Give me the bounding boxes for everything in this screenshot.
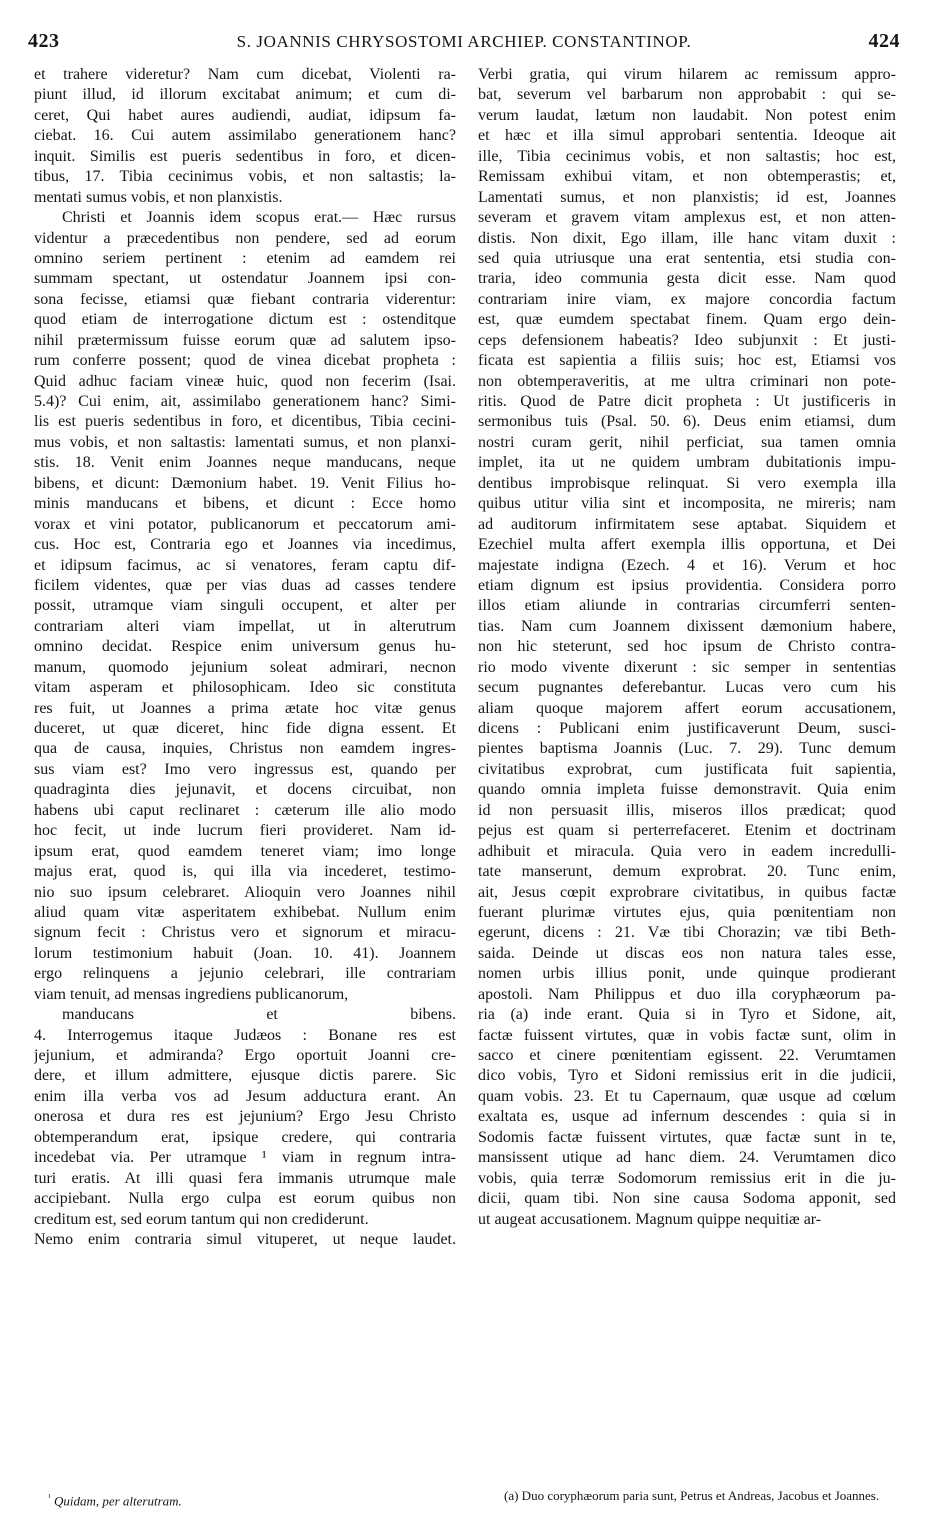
footnote-right: (a) Duo coryphæorum paria sunt, Petrus et Andreas, Jacobus et Joannes. bbox=[504, 1488, 880, 1503]
text-line: omnino seriem pertinent : etenim ad eamdem rei bbox=[34, 249, 456, 267]
text-line: bibens, et dicunt: Dæmonium habet. 19. Venit Filius ho- bbox=[34, 474, 456, 492]
text-line: bat, severum vel barbarum non approbabit : qui se- bbox=[478, 86, 896, 104]
text-line: hoc fecit, ut inde lucrum fieri provideret. Nam id- bbox=[34, 822, 456, 840]
text-line: egerunt, dicens : 21. Væ tibi Chorazin; væ tibi Beth- bbox=[478, 924, 896, 942]
text-line: mus vobis, et non saltastis: lamentati sumus, et non planxi- bbox=[34, 433, 456, 451]
text-line: adhibuit et miracula. Quia vero in eadem incredulli- bbox=[478, 842, 896, 860]
text-line: Ezechiel multa affert exempla illis opportuna, et Dei bbox=[478, 536, 896, 554]
text-line: ille, Tibia cecinimus vobis, et non saltastis; hoc est, bbox=[478, 147, 896, 165]
text-line: ritis. Quod de Patre dicit propheta : Ut justificeris in bbox=[478, 393, 896, 410]
text-line: pientes baptisma Joannis (Luc. 7. 29). Tunc demum bbox=[478, 740, 896, 758]
text-line: onerosa et dura res est jejunium? Ergo Jesu Christo bbox=[34, 1108, 456, 1126]
text-line: manum, quomodo jejunium soleat admirari, necnon bbox=[34, 658, 456, 676]
text-line: aliam quoque majorem affert eorum accusationem, bbox=[478, 699, 896, 717]
text-line: apostoli. Nam Philippus et duo illa coryphæorum pa- bbox=[478, 985, 896, 1003]
text-line: etiam dignum est ipsius providentia. Considera porro bbox=[478, 576, 896, 594]
running-header bbox=[28, 30, 900, 60]
text-line: Quid adhuc faciam vineæ huic, quod non fecerim (Isai. bbox=[34, 372, 456, 390]
text-line: ria (a) inde erant. Quia si in Tyro et Sidone, ait, bbox=[478, 1006, 896, 1024]
text-line: lorum testimonium habuit (Joan. 10. 41). Joannem bbox=[34, 944, 456, 962]
text-line: manducans et bibens. bbox=[62, 1006, 456, 1024]
text-line: sacco et cinere pœnitentiam egissent. 22. Verumtamen bbox=[478, 1047, 896, 1064]
page-number-right: 424 bbox=[868, 30, 900, 52]
footnote-marker: ¹ bbox=[48, 1492, 51, 1502]
text-line: ceret, Qui habet aures audiendi, audiat, idipsum fa- bbox=[34, 106, 456, 124]
text-line: habens ubi caput reclinaret : cæterum ille alio modo bbox=[34, 801, 456, 819]
text-line: Nemo enim contraria simul vituperet, ut neque laudet. bbox=[34, 1230, 456, 1248]
text-line: enim illa verba vos ad Jesum adductura erant. An bbox=[34, 1087, 456, 1105]
text-line: dicii, quam tibi. Non sine causa Sodoma apponit, sed bbox=[478, 1190, 896, 1208]
text-line: sermonibus tuis (Psal. 50. 6). Deus enim etiamsi, dum bbox=[478, 413, 896, 431]
text-line: secum pugnantes deferebantur. Lucas vero cum his bbox=[478, 679, 896, 697]
text-line: est, quæ eumdem spectabat finem. Quam ergo dein- bbox=[478, 311, 896, 329]
text-line: ait, Jesus cœpit exprobrare civitatibus, in quibus factæ bbox=[478, 883, 896, 901]
page-number-left: 423 bbox=[28, 30, 60, 52]
text-line: nio suo ipsum celebraret. Alioquin vero Joannes nihil bbox=[34, 883, 456, 901]
text-line: id non persuasit illis, miseros illos prædicat; quod bbox=[478, 801, 896, 819]
text-line: cus. Hoc est, Contraria ego et Joannes via incedimus, bbox=[34, 536, 456, 554]
text-line: mansissent utique ad hanc diem. 24. Verumtamen dico bbox=[478, 1149, 896, 1167]
text-line: 5.4)? Cui enim, ait, assimilabo generationem hanc? Simi- bbox=[34, 393, 456, 410]
footnote-left bbox=[48, 1492, 182, 1509]
text-line: pejus est quam si perterrefaceret. Etenim et doctrinam bbox=[478, 822, 896, 840]
text-line: signum fecit : Christus vero et signorum et miracu- bbox=[34, 924, 456, 942]
text-line: aliud quam vitæ asperitatem exhibebat. Nullum enim bbox=[34, 903, 456, 921]
text-line: jejunium, et admiranda? Ergo oportuit Joanni cre- bbox=[34, 1047, 456, 1064]
text-line: ad auditorum infirmitatem sese aptabat. Siquidem et bbox=[478, 515, 896, 533]
text-line: quod etiam de interrogatione dictum est : ostenditque bbox=[34, 311, 456, 329]
text-line: Christi et Joannis idem scopus erat.— Hæc rursus bbox=[62, 209, 456, 227]
text-line: implet, ita ut ne quidem umbram dubitationis impu- bbox=[478, 454, 896, 472]
text-line: minis manducans et bibens, et dicunt : Ecce homo bbox=[34, 495, 456, 513]
text-line: rum conferre possent; quod de vinea dicebat propheta : bbox=[34, 352, 456, 370]
text-line: fuerant plurimæ virtutes ejus, quia pœnitentiam non bbox=[478, 903, 896, 921]
text-line: inquit. Similis est pueris sedentibus in foro, et dicen- bbox=[34, 147, 456, 165]
text-line: omnino decidat. Respice enim universum genus hu- bbox=[34, 638, 456, 656]
text-line: quando omnia impleta fuisse demonstravit. Quia enim bbox=[478, 781, 896, 799]
text-line: Sodomis factæ fuissent virtutes, quæ factæ sunt in te, bbox=[478, 1128, 896, 1146]
text-line: ut augeat accusationem. Magnum quippe nequitiæ ar- bbox=[478, 1210, 822, 1228]
text-line: contrariam inire viam, ex majore concordia factum bbox=[478, 290, 896, 308]
text-line: tibus, 17. Tibia cecinimus vobis, et non saltastis; la- bbox=[34, 168, 456, 186]
text-line: vitam asperam et philosophicam. Ideo sic constituta bbox=[34, 679, 456, 697]
text-line: ceps defensionem habeatis? Ideo subjunxit : Et justi- bbox=[478, 331, 896, 349]
text-line: sona fecisse, etiamsi quæ fiebant contraria viderentur: bbox=[34, 290, 456, 308]
text-line: res fuit, ut Joannes a prima ætate hoc vitæ genus bbox=[34, 699, 456, 717]
text-line: videntur a præcedentibus non pendere, sed ad eorum bbox=[34, 229, 456, 247]
text-line: incedebat via. Per utramque ¹ viam in regnum intra- bbox=[34, 1149, 456, 1167]
text-line: et hæc et illa simul approbari sententia. Ideoque ait bbox=[478, 127, 896, 145]
text-line: ficilem videntes, quæ per vias duas ad casses tendere bbox=[34, 576, 456, 594]
text-line: piunt illud, id illorum excitabat animum; et cum di- bbox=[34, 86, 456, 104]
text-line: dentibus improbisque relinquat. Si vero exempla illa bbox=[478, 474, 896, 492]
text-line: quam vobis. 23. Et tu Capernaum, quæ usque ad cœlum bbox=[478, 1087, 896, 1105]
text-line: vorax et vini potator, publicanorum et peccatorum ami- bbox=[34, 515, 456, 533]
text-line: dere, et illum admittere, ejusque dictis parere. Sic bbox=[34, 1067, 456, 1085]
text-line: ipsum erat, quod eamdem teneret viam; imo longe bbox=[34, 842, 456, 860]
text-line: majestate indigna (Ezech. 4 et 16). Verum et hoc bbox=[478, 556, 896, 574]
right-column bbox=[478, 65, 896, 1230]
text-line: mentati sumus vobis, et non planxistis. bbox=[34, 188, 283, 206]
running-title: S. JOANNIS CHRYSOSTOMI ARCHIEP. CONSTANTINOP. bbox=[236, 32, 692, 51]
text-line: creditum est, sed eorum tantum qui non crediderunt. bbox=[34, 1210, 369, 1228]
text-line: ciebat. 16. Cui autem assimilabo generationem hanc? bbox=[34, 127, 456, 145]
text-line: quadraginta dies jejunavit, et docens circuibat, non bbox=[34, 781, 456, 799]
text-line: viam tenuit, ad mensas ingrediens publicanorum, bbox=[34, 985, 349, 1003]
text-line: rio modo vivente dixerunt : sic semper in sententias bbox=[478, 658, 896, 676]
text-line: non obtemperaveritis, at me ultra criminari non pote- bbox=[478, 372, 896, 390]
text-line: sed quia utriusque una erat sententia, etsi studia con- bbox=[478, 249, 896, 267]
text-line: verum laudat, lætum non laudabit. Non potest enim bbox=[478, 106, 896, 124]
text-line: ergo relinquens a jejunio celebrari, ille contrariam bbox=[34, 965, 456, 983]
text-line: tate manserunt, demum exprobrat. 20. Tunc enim, bbox=[478, 863, 896, 881]
text-line: ficata est sapientia a filiis suis; hoc est, Etiamsi vos bbox=[478, 352, 896, 370]
text-line: 4. Interrogemus itaque Judæos : Bonane res est bbox=[34, 1026, 456, 1044]
text-line: nomen urbis illius ponit, unde quinque prodierant bbox=[478, 965, 896, 983]
text-line: nihil prætermissum fuisse eorum quæ ad salutem ipso- bbox=[34, 331, 456, 349]
text-line: duceret, ut quæ diceret, hinc fide digna essent. Et bbox=[34, 720, 456, 737]
text-line: Lamentati sumus, et non planxistis; id est, Joannes bbox=[478, 188, 896, 206]
text-line: tias. Nam cum Joannem dixissent dæmonium habere, bbox=[478, 617, 896, 635]
text-line: severam et gravem vitam amplexus est, et non atten- bbox=[478, 209, 896, 227]
text-line: traria, ideo communia gesta dicit esse. Nam quod bbox=[478, 270, 896, 288]
text-line: et idipsum facimus, ac si venatores, feram captu dif- bbox=[34, 556, 456, 574]
text-line: lis est pueris sedentibus in foro, et dicentibus, Tibia cecini- bbox=[34, 413, 456, 431]
text-line: civitatibus exprobrat, cum justificata fuit sapientia, bbox=[478, 760, 896, 778]
text-line: contrariam alteri viam impellat, ut in alterutrum bbox=[34, 617, 456, 635]
text-line: non hic steterunt, sed hoc ipsum de Christo contra- bbox=[478, 638, 896, 656]
text-line: factæ fuissent virtutes, quæ in vobis factæ sunt, olim in bbox=[478, 1026, 896, 1044]
text-line: turi eratis. At illi quasi fera immanis utrumque male bbox=[34, 1169, 456, 1187]
text-line: obtemperandum erat, ipsique credere, qui contraria bbox=[34, 1128, 456, 1146]
text-line: dicens : Publicani enim justificaverunt Deum, susci- bbox=[478, 720, 896, 737]
text-line: qua de causa, inquies, Christus non eamdem ingres- bbox=[34, 740, 456, 758]
text-line: illos etiam aliunde in contrarias circumferri senten- bbox=[478, 597, 896, 615]
text-line: distis. Non dixit, Ego illam, ille hanc vitam duxit : bbox=[478, 229, 896, 247]
text-line: dico vobis, Tyro et Sidoni remissius erit in die judicii, bbox=[478, 1067, 896, 1085]
text-line: saida. Deinde ut discas eos non natura tales esse, bbox=[478, 944, 896, 962]
text-line: sus viam est? Imo vero ingressus est, quando per bbox=[34, 760, 456, 778]
text-line: exaltata es, usque ad infernum descendes : quia si in bbox=[478, 1108, 896, 1126]
text-line: stis. 18. Venit enim Joannes neque manducans, neque bbox=[34, 454, 456, 472]
footnote-left-text: Quidam, per alterutram. bbox=[53, 1493, 182, 1509]
text-line: summam spectant, ut ostendatur Joannem ipsi con- bbox=[34, 270, 456, 288]
left-column bbox=[34, 65, 456, 1250]
text-line: Remissam exhibui vitam, et non obtemperastis; et, bbox=[478, 168, 896, 186]
text-line: quibus utitur vilia sint et incomposita, ne mireris; nam bbox=[478, 495, 896, 513]
text-line: et trahere videretur? Nam cum dicebat, Violenti ra- bbox=[34, 66, 456, 83]
text-line: accipiebant. Nulla ergo culpa est eorum quibus non bbox=[34, 1190, 456, 1208]
text-line: majus erat, quod is, qui illa via incederet, testimo- bbox=[34, 863, 456, 881]
text-line: possit, utramque viam singuli occupent, et alter per bbox=[34, 597, 456, 615]
text-line: nostri curam gerit, nihil perficiat, sua tamen omnia bbox=[478, 433, 896, 451]
text-line: vobis, quia terræ Sodomorum remissius erit in die ju- bbox=[478, 1169, 896, 1187]
text-line: Verbi gratia, qui virum hilarem ac remissum appro- bbox=[478, 66, 896, 83]
